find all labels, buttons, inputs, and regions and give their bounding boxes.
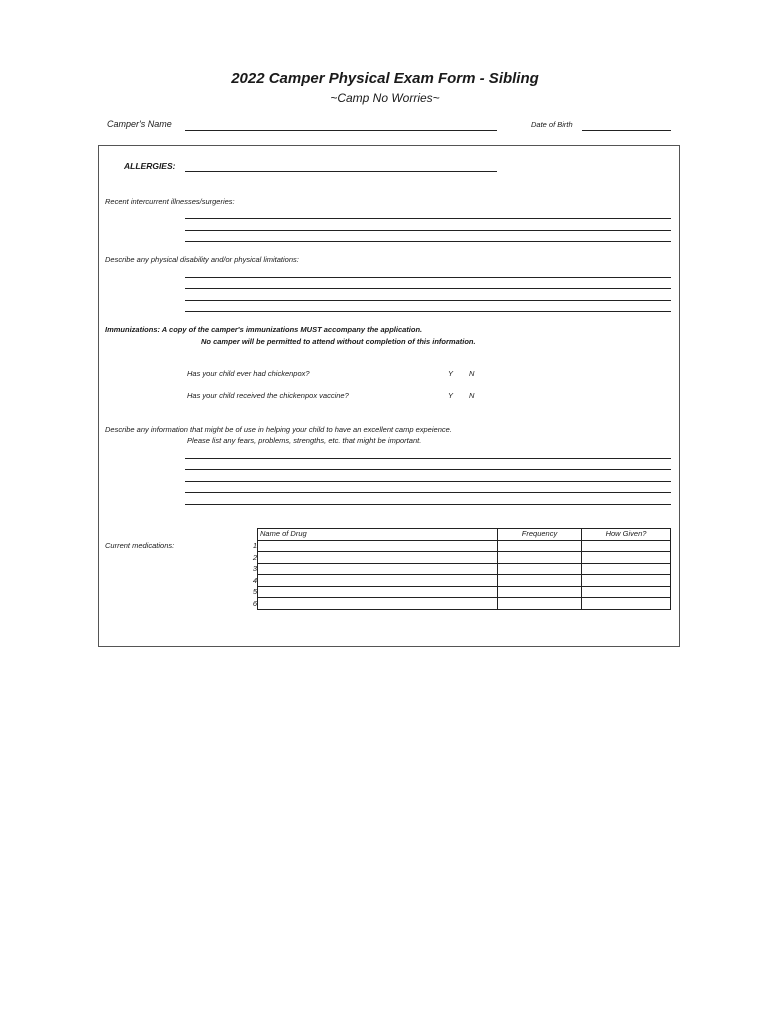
how-given-cell[interactable] (582, 586, 671, 598)
question-chickenpox-no[interactable]: N (469, 369, 475, 378)
illnesses-line-3[interactable] (185, 241, 671, 242)
table-row (258, 586, 671, 598)
how-given-cell[interactable] (582, 598, 671, 610)
how-given-cell[interactable] (582, 575, 671, 587)
camper-name-label: Camper's Name (107, 119, 172, 129)
frequency-cell[interactable] (498, 552, 582, 564)
illnesses-label: Recent intercurrent illnesses/surgeries: (105, 197, 235, 206)
med-row-number: 4 (252, 576, 257, 585)
frequency-cell[interactable] (498, 540, 582, 552)
frequency-cell[interactable] (498, 563, 582, 575)
frequency-cell[interactable] (498, 586, 582, 598)
med-row-number: 3 (252, 564, 257, 573)
drug-name-cell[interactable] (258, 586, 498, 598)
info-line-5[interactable] (185, 504, 671, 505)
allergies-label: ALLERGIES: (124, 161, 176, 171)
info-line-2[interactable] (185, 469, 671, 470)
dob-label: Date of Birth (531, 120, 573, 129)
disability-line-3[interactable] (185, 300, 671, 301)
info-sublabel: Please list any fears, problems, strengths, etc. that might be important. (187, 436, 422, 445)
med-row-number: 2 (252, 553, 257, 562)
med-row-number: 6 (252, 599, 257, 608)
info-line-1[interactable] (185, 458, 671, 459)
med-row-number: 5 (252, 587, 257, 596)
table-row (258, 552, 671, 564)
question-chickenpox: Has your child ever had chickenpox? (187, 369, 310, 378)
info-line-4[interactable] (185, 492, 671, 493)
info-label: Describe any information that might be of use in helping your child to have an excellent camp expeience. (105, 425, 452, 434)
form-title: 2022 Camper Physical Exam Form - Sibling (231, 70, 539, 87)
disability-label: Describe any physical disability and/or physical limitations: (105, 255, 299, 264)
how-given-cell[interactable] (582, 540, 671, 552)
table-row (258, 575, 671, 587)
medications-table (257, 528, 671, 610)
illnesses-line-1[interactable] (185, 218, 671, 219)
question-chickenpox-yes[interactable]: Y (448, 369, 454, 378)
drug-name-cell[interactable] (258, 563, 498, 575)
illnesses-line-2[interactable] (185, 230, 671, 231)
immunizations-notice: Immunizations: A copy of the camper's immunizations MUST accompany the application. (105, 325, 423, 334)
drug-name-cell[interactable] (258, 552, 498, 564)
drug-name-cell[interactable] (258, 575, 498, 587)
table-row (258, 540, 671, 552)
frequency-cell[interactable] (498, 598, 582, 610)
allergies-field[interactable] (185, 171, 497, 172)
disability-line-2[interactable] (185, 288, 671, 289)
form-subtitle: ~Camp No Worries~ (330, 91, 440, 105)
col-frequency: Frequency (498, 529, 582, 541)
frequency-cell[interactable] (498, 575, 582, 587)
col-how-given: How Given? (582, 529, 671, 541)
drug-name-cell[interactable] (258, 540, 498, 552)
how-given-cell[interactable] (582, 552, 671, 564)
table-row (258, 598, 671, 610)
disability-line-4[interactable] (185, 311, 671, 312)
col-name-of-drug: Name of Drug (258, 529, 498, 541)
how-given-cell[interactable] (582, 563, 671, 575)
dob-field[interactable] (582, 130, 671, 131)
question-vaccine-no[interactable]: N (469, 391, 475, 400)
medications-label: Current medications: (105, 541, 175, 550)
drug-name-cell[interactable] (258, 598, 498, 610)
immunizations-warning: No camper will be permitted to attend without completion of this information. (201, 337, 476, 346)
med-row-number: 1 (252, 541, 257, 550)
disability-line-1[interactable] (185, 277, 671, 278)
medications-header-row (258, 529, 671, 541)
camper-name-field[interactable] (185, 130, 497, 131)
table-row (258, 563, 671, 575)
info-line-3[interactable] (185, 481, 671, 482)
question-vaccine-yes[interactable]: Y (448, 391, 454, 400)
question-vaccine: Has your child received the chickenpox vaccine? (187, 391, 349, 400)
